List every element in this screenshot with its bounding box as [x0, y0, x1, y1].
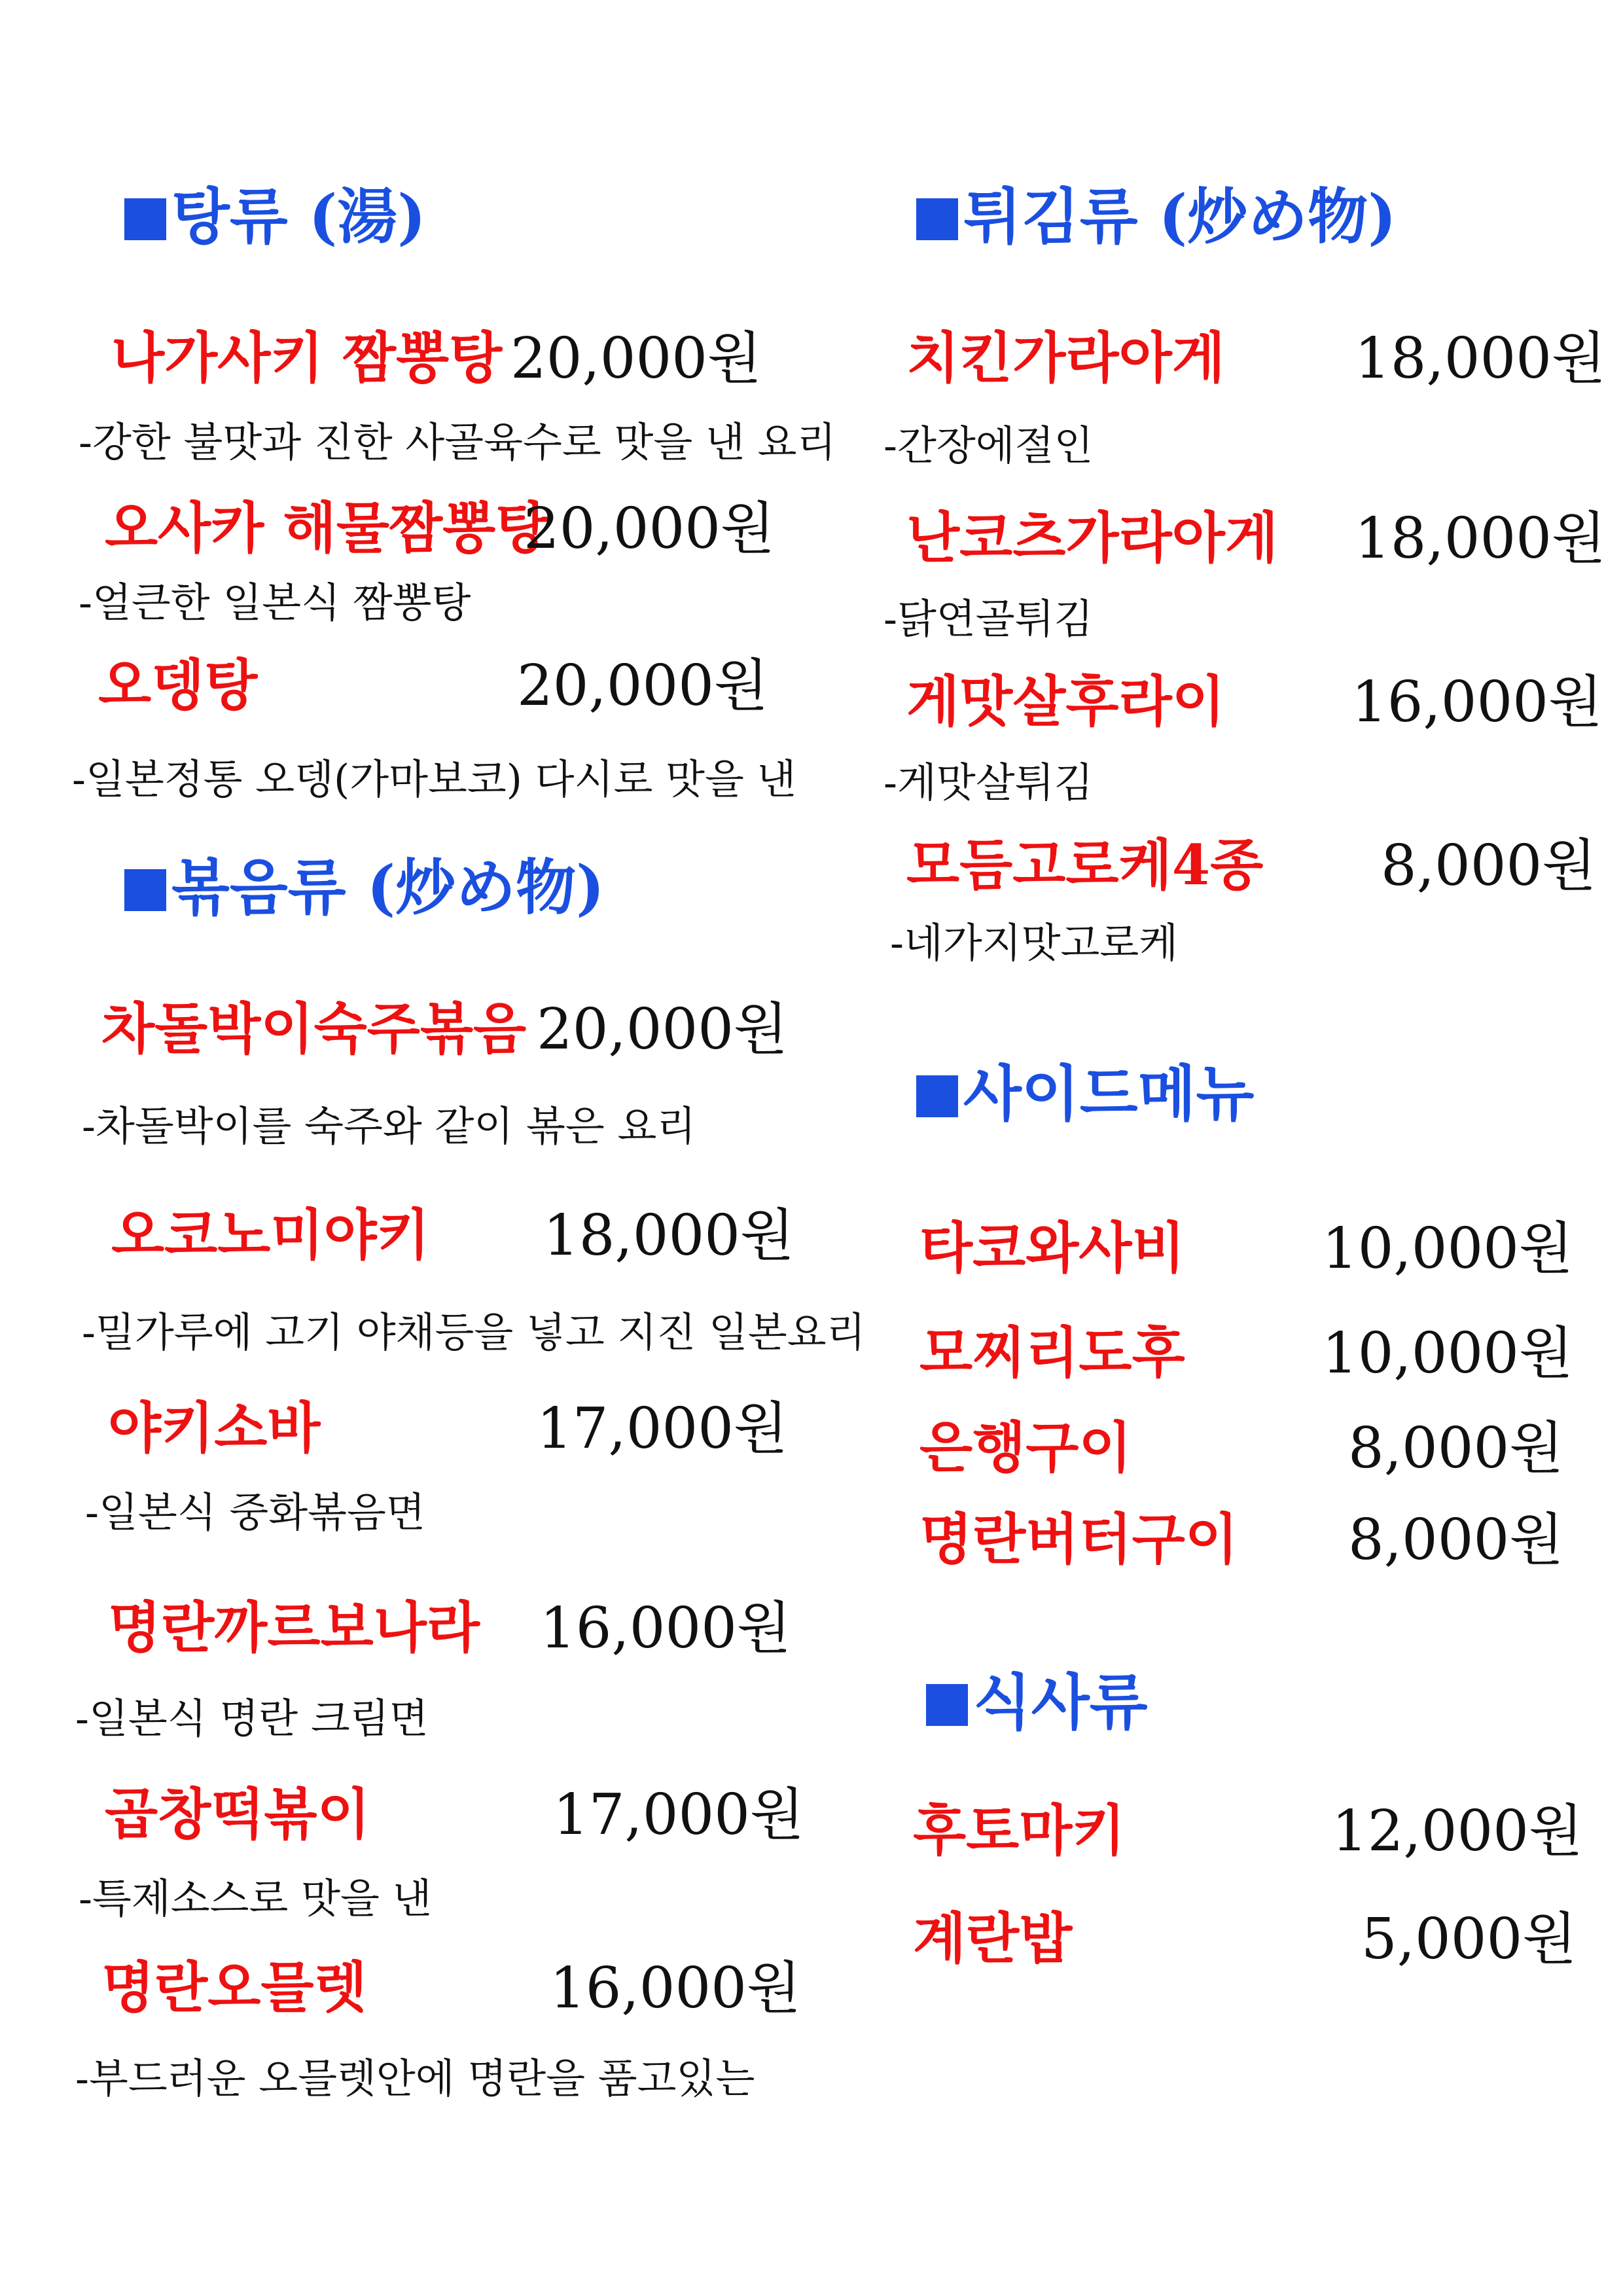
menu-item-name: 오뎅탕: [98, 653, 258, 717]
menu-item-price: 18,000원: [543, 1203, 794, 1268]
menu-item-desc: -일본정통 오뎅(가마보코) 다시로 맛을 낸: [72, 755, 796, 803]
menu-item-desc: -일본식 명란 크림면: [75, 1695, 429, 1742]
menu-item-price: 10,000원: [1322, 1216, 1573, 1282]
square-bullet-icon: [916, 198, 958, 240]
menu-item-name: 명란오믈렛: [101, 1955, 367, 2020]
menu-item-name: 치킨가라아게: [906, 325, 1225, 390]
menu-item-name: 은행구이: [919, 1415, 1132, 1480]
section-title-tang: 탕류 (湯): [124, 187, 426, 247]
menu-item-price: 16,000원: [550, 1956, 801, 2021]
menu-item-desc: -네가지맛고로케: [890, 919, 1179, 967]
menu-item-name: 모듬고로케4종: [906, 833, 1264, 897]
menu-item-desc: -간장에절인: [883, 422, 1094, 469]
menu-item-name: 오코노미야키: [111, 1202, 430, 1267]
menu-item-price: 12,000원: [1332, 1799, 1583, 1864]
menu-item-price: 16,000원: [1351, 670, 1603, 735]
menu-item-price: 17,000원: [537, 1396, 788, 1462]
menu-item-name: 차돌박이숙주볶음: [101, 996, 527, 1061]
square-bullet-icon: [926, 1684, 968, 1726]
menu-item-price: 16,000원: [540, 1596, 791, 1661]
menu-item-name: 오사카 해물짬뽕탕: [105, 495, 549, 560]
section-title-bokkeum: 볶음류 (炒め物): [124, 857, 605, 918]
menu-item-desc: -밀가루에 고기 야채등을 넣고 지진 일본요리: [82, 1308, 866, 1356]
menu-item-price: 20,000원: [517, 653, 768, 719]
menu-item-price: 18,000원: [1355, 326, 1606, 391]
menu-item-name: 난코츠가라아게: [906, 505, 1279, 570]
menu-item-desc: -닭연골튀김: [883, 595, 1094, 643]
menu-item-price: 5,000원: [1361, 1907, 1577, 1972]
menu-item-desc: -일본식 중화볶음면: [85, 1488, 425, 1536]
square-bullet-icon: [124, 869, 166, 911]
menu-item-price: 10,000원: [1322, 1321, 1573, 1386]
menu-item-name: 곱창떡볶이: [105, 1782, 370, 1846]
menu-item-desc: -부드러운 오믈렛안에 명란을 품고있는: [75, 2054, 755, 2102]
menu-item-price: 17,000원: [553, 1782, 804, 1848]
square-bullet-icon: [124, 198, 166, 240]
menu-item-name: 야키소바: [108, 1395, 321, 1460]
menu-item-name: 명란까르보나라: [108, 1595, 480, 1660]
menu-item-desc: -차돌박이를 숙주와 같이 볶은 요리: [82, 1102, 696, 1150]
section-title-twigim: 튀김류 (炒め物): [916, 187, 1397, 247]
menu-item-desc: -얼큰한 일본식 짬뽕탕: [79, 579, 471, 626]
square-bullet-icon: [916, 1075, 958, 1117]
menu-item-name: 계란밥: [913, 1906, 1073, 1971]
menu-item-price: 8,000원: [1348, 1416, 1564, 1481]
section-title-side: 사이드메뉴: [916, 1064, 1254, 1124]
menu-item-desc: -특제소스로 맛을 낸: [79, 1874, 432, 1922]
menu-item-name: 후토마키: [913, 1798, 1126, 1863]
menu-item-price: 20,000원: [524, 496, 775, 562]
menu-item-name: 모찌리도후: [919, 1320, 1185, 1385]
menu-item-price: 18,000원: [1355, 506, 1606, 571]
menu-item-name: 타코와사비: [919, 1215, 1185, 1280]
menu-item-price: 8,000원: [1381, 833, 1597, 899]
menu-item-price: 20,000원: [510, 326, 762, 391]
menu-item-desc: -강한 불맛과 진한 사골육수로 맛을 낸 요리: [79, 418, 836, 466]
menu-item-desc: -게맛살튀김: [883, 759, 1094, 806]
menu-item-name: 나가사키 짬뽕탕: [111, 325, 503, 390]
menu-item-name: 게맛살후라이: [906, 669, 1225, 734]
menu-item-price: 8,000원: [1348, 1507, 1564, 1573]
menu-item-price: 20,000원: [537, 997, 788, 1062]
menu-item-name: 명란버터구이: [919, 1507, 1238, 1571]
section-title-meal: 식사류: [926, 1672, 1148, 1732]
